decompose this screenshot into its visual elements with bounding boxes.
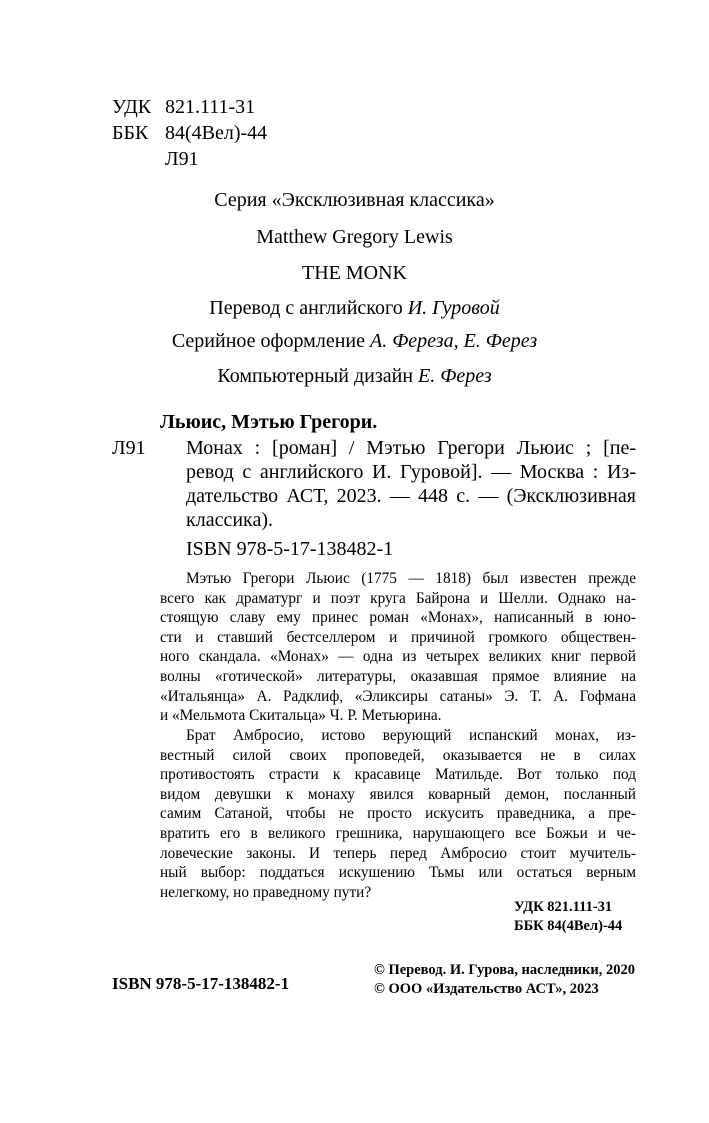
annotation-line: вратить его в великого грешника, нарушающего все Божьи и че- <box>160 824 636 842</box>
annotation-paragraph-1 <box>160 569 636 726</box>
annotation-line: стоящую славу ему принес роман «Монах», написанный в юно- <box>160 609 636 627</box>
series-label: Серия <box>214 189 267 211</box>
annotation-line: видом девушки к монаху явился коварный демон, посланный <box>160 785 636 803</box>
computer-designer: Е. Ферез <box>418 365 492 387</box>
bib-description <box>186 436 636 532</box>
annotation-line: волны «готической» литературы, оказавшая прямое влияние на <box>160 667 636 685</box>
bib-description-line: Монах : [роман] / Мэтью Грегори Льюис ; [пе- <box>186 437 636 459</box>
annotation-line: и «Мельмота Скитальца» Ч. Р. Метьюрина. <box>160 707 442 725</box>
footer-bbk: ББК 84(4Вел)-44 <box>514 918 623 934</box>
bib-author-heading: Льюис, Мэтью Грегори. <box>160 411 378 433</box>
annotation-line: сти и ставший бестселлером и причиной громкого обществен- <box>160 628 636 646</box>
translator-name: И. Гуровой <box>407 297 500 319</box>
bib-description-line: классика). <box>186 509 273 531</box>
annotation-line: ного скандала. «Монах» — одна из четырех великих книг первой <box>160 648 636 666</box>
annotation-line: всего как драматург и поэт круга Байрона и Шелли. Однако на- <box>160 589 636 607</box>
annotation-paragraph-2 <box>160 726 636 902</box>
bib-author-mark: Л91 <box>112 437 146 459</box>
bib-isbn: ISBN 978-5-17-138482-1 <box>186 538 394 560</box>
computer-design-label: Компьютерный дизайн <box>217 365 414 387</box>
bib-description-line: ревод с английского И. Гуровой]. — Москва : Из- <box>186 461 636 483</box>
annotation-line: «Итальянца» А. Радклиф, «Эликсиры сатаны» Э. Т. А. Гофмана <box>160 687 636 705</box>
series-line <box>0 187 709 213</box>
annotation-line: самим Сатаной, чтобы не просто искусить праведника, а пре- <box>160 805 636 823</box>
original-author: Matthew Gregory Lewis <box>256 226 453 248</box>
udk-label: УДК <box>112 96 152 118</box>
annotation-line: ный выбор: поддаться искушению Тьмы или остаться верным <box>160 864 636 882</box>
footer-isbn: ISBN 978-5-17-138482-1 <box>112 974 290 993</box>
bbk-line <box>112 120 312 146</box>
series-designers: А. Фереза, Е. Ферез <box>369 330 538 352</box>
computer-design-line <box>0 363 709 389</box>
annotation-line: противостоять страсти к красавице Матильде. Вот только под <box>160 766 636 784</box>
bib-description-line: дательство АСТ, 2023. — 448 с. — (Эксклюзивная <box>186 485 636 507</box>
copyright-translation: © Перевод. И. Гурова, наследники, 2020 <box>374 962 635 978</box>
translation-line <box>0 295 709 321</box>
udk-value: 821.111-31 <box>165 96 256 118</box>
original-title: THE MONK <box>302 262 407 284</box>
translation-label: Перевод с английского <box>209 297 403 319</box>
series-design-label: Серийное оформление <box>171 330 365 352</box>
udk-line <box>112 94 312 120</box>
author-mark-top: Л91 <box>165 148 199 170</box>
series-name: «Эксклюзивная классика» <box>271 189 495 211</box>
bbk-value: 84(4Вел)-44 <box>165 122 268 144</box>
annotation-line: нелегкому, но праведному пути? <box>160 883 372 901</box>
footer-udk: УДК 821.111-31 <box>514 899 613 915</box>
annotation-line: ловеческие законы. И теперь перед Амбросио стоит мучитель- <box>160 844 636 862</box>
bbk-label: ББК <box>112 122 149 144</box>
annotation-line: Мэтью Грегори Льюис (1775 — 1818) был известен прежде <box>186 570 636 587</box>
copyright-publisher: © ООО «Издательство АСТ», 2023 <box>374 981 599 997</box>
series-design-line <box>0 328 709 354</box>
annotation-line: вестный силой своих проповедей, оказывается не в силах <box>160 746 636 764</box>
annotation-line: Брат Амбросио, истово верующий испанский монах, из- <box>186 727 636 744</box>
